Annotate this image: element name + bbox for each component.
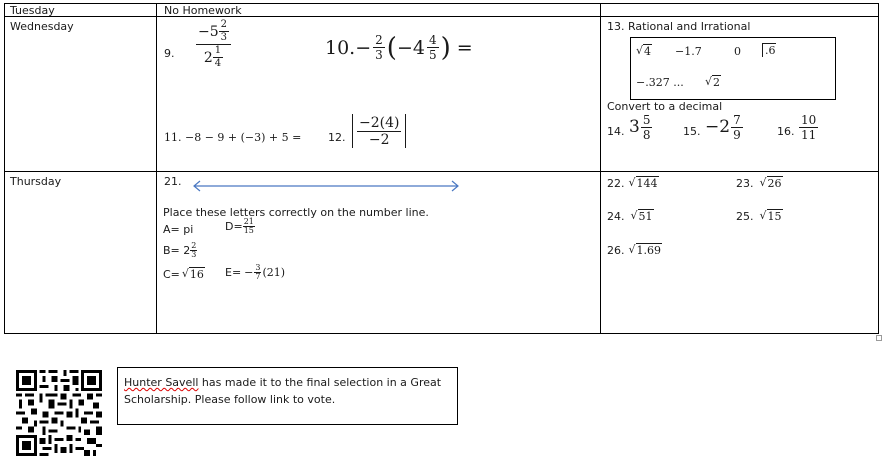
problem-15-label: 15. — [683, 125, 701, 138]
table-left-border — [4, 3, 5, 334]
table-col2-border — [600, 3, 601, 334]
letter-d: D= $\frac{21}{15}$ — [225, 217, 254, 235]
problem-9-expression: −5 $\frac{2}{3}$ 2 $\frac{1}{4}$ — [196, 20, 231, 69]
table-row1-border — [4, 16, 879, 17]
table-top-border — [4, 3, 879, 4]
problem-13-box — [630, 37, 836, 100]
letter-b: B= 2 $\frac{2}{3}$ — [163, 241, 197, 259]
problem-9-label: 9. — [164, 47, 175, 60]
number-line-instruction: Place these letters correctly on the number line. — [163, 206, 429, 219]
problem-12-expression: $\frac{-2(4)}{-2}$ — [352, 114, 406, 148]
p13-item-sqrt2: √ 2 — [705, 75, 721, 89]
table-col1-border — [156, 3, 157, 334]
p13-item-neg-327: −.327 ... — [636, 76, 684, 89]
problem-16-expression: $\frac{10}{11}$ — [801, 113, 817, 142]
p13-item-sqrt4: √ 4 — [636, 44, 652, 58]
number-line — [190, 179, 462, 193]
table-row2-border — [4, 171, 879, 172]
problem-24: 24. √ 51 — [607, 209, 653, 223]
table-bottom-border — [4, 333, 879, 334]
day-thursday: Thursday — [10, 175, 62, 188]
problem-23: 23. √ 26 — [736, 176, 782, 190]
p13-item-repeating-6: .6 — [762, 44, 776, 57]
problem-12-label: 12. — [328, 131, 346, 144]
convert-title: Convert to a decimal — [607, 100, 723, 113]
letter-e: E= − $\frac{3}{7}$ (21) — [225, 263, 286, 281]
letter-a: A= pi — [163, 223, 194, 236]
problem-15-expression: −2 $\frac{7}{9}$ — [705, 113, 741, 142]
problem-25: 25. √ 15 — [736, 209, 782, 223]
qr-code-image[interactable] — [16, 370, 102, 456]
problem-21-label: 21. — [164, 175, 182, 188]
table-resize-handle[interactable] — [876, 335, 882, 341]
tuesday-content: No Homework — [164, 4, 242, 17]
problem-26: 26. √ 1.69 — [607, 243, 662, 257]
announcement-line-1: Hunter Savell has made it to the final selection in a Great — [124, 376, 442, 389]
problem-14-label: 14. — [607, 125, 625, 138]
problem-16-label: 16. — [777, 125, 795, 138]
problem-13-title: 13. Rational and Irrational — [607, 20, 751, 33]
p13-item-0: 0 — [734, 45, 741, 58]
letter-c: C= √ 16 — [163, 267, 204, 281]
problem-10-expression: 10. − $\frac{2}{3}$ ( −4 $\frac{4}{5}$ ) = — [325, 32, 473, 63]
table-right-border — [878, 3, 879, 334]
announcement-line-2: Scholarship. Please follow link to vote. — [124, 393, 336, 406]
problem-14-expression: 3 $\frac{5}{8}$ — [629, 113, 651, 142]
problem-22: 22. √ 144 — [607, 176, 658, 190]
student-name: Hunter Savell — [124, 376, 199, 389]
p13-item-neg1-7: −1.7 — [675, 45, 702, 58]
day-tuesday: Tuesday — [10, 4, 55, 17]
day-wednesday: Wednesday — [10, 20, 74, 33]
problem-11-expression: 11. −8 − 9 + (−3) + 5 = — [164, 131, 302, 144]
